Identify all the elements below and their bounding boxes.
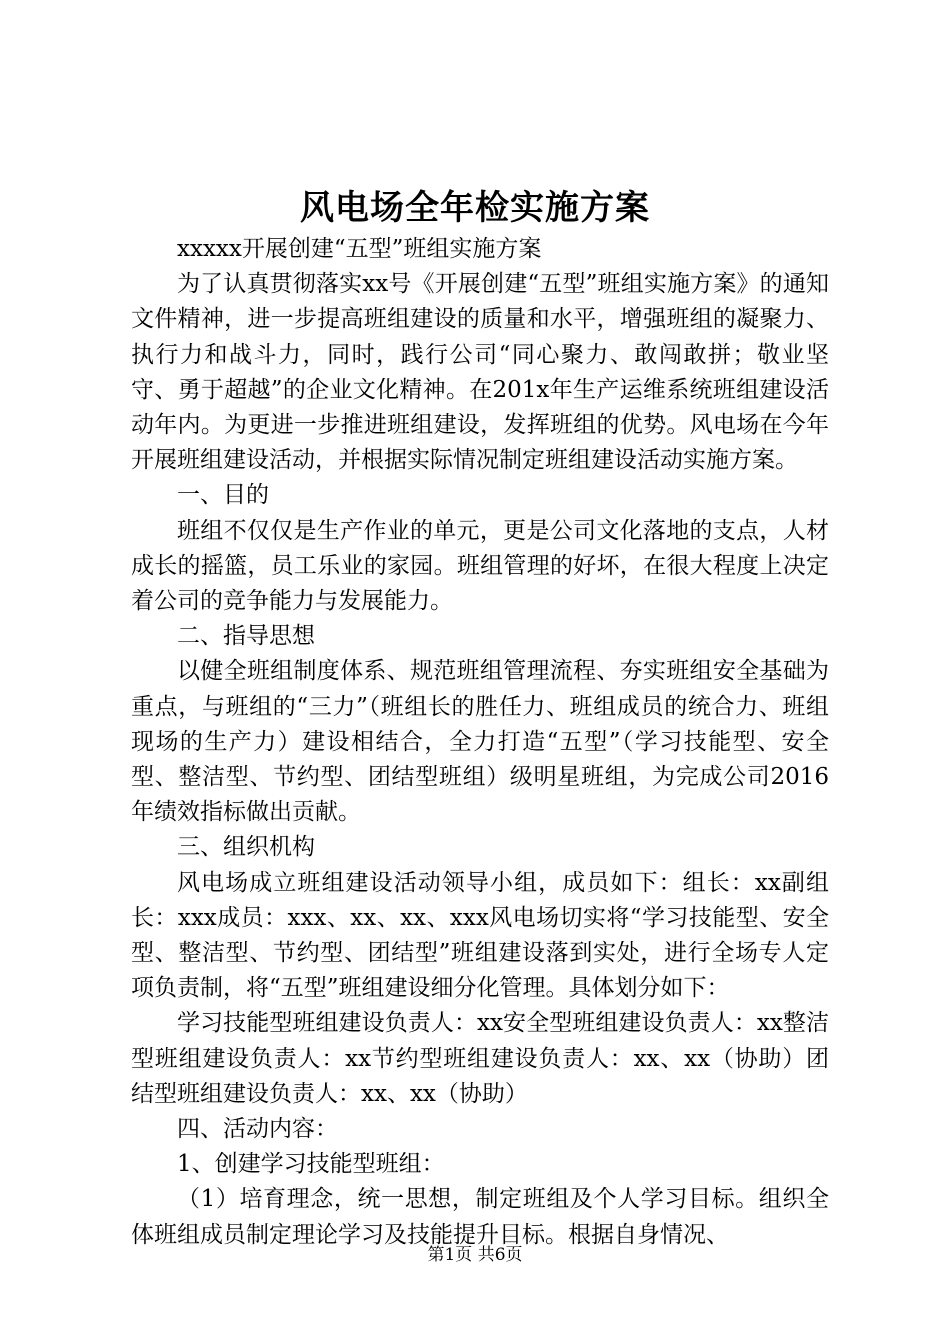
- paragraph-purpose: 班组不仅仅是生产作业的单元，更是公司文化落地的支点，人材成长的摇篮，员工乐业的家园。班组管理的好坏，在很大程度上决定着公司的竞争能力与发展能力。: [131, 517, 829, 615]
- heading-purpose: 一、目的: [177, 482, 269, 509]
- heading-activities: 四、活动内容：: [177, 1116, 338, 1143]
- paragraph-responsibilities: 学习技能型班组建设负责人：xx安全型班组建设负责人：xx整洁型班组建设负责人：xx节约型班组建设负责人：xx、xx（协助）团结型班组建设负责人：xx、xx（协助）: [131, 1010, 829, 1107]
- paragraph-plan-name: xxxxx开展创建“五型”班组实施方案: [177, 236, 542, 262]
- page-footer: 第1页 共6页: [427, 1245, 523, 1265]
- heading-guiding-thought: 二、指导思想: [177, 623, 315, 650]
- paragraph-learning-goals: （1）培育理念，统一思想，制定班组及个人学习目标。组织全体班组成员制定理论学习及技能提升目标。根据自身情况、: [131, 1186, 829, 1248]
- document-title: 风电场全年检实施方案: [300, 188, 650, 228]
- paragraph-organization: 风电场成立班组建设活动领导小组，成员如下：组长：xx副组长：xxx成员：xxx、xx、xx、xxx风电场切实将“学习技能型、安全型、整洁型、节约型、团结型”班组建设落到实处，进行全场专人定项负责制，将“五型”班组建设细分化管理。具体划分如下：: [131, 869, 829, 1002]
- heading-organization: 三、组织机构: [177, 834, 315, 861]
- paragraph-intro: 为了认真贯彻落实xx号《开展创建“五型”班组实施方案》的通知文件精神，进一步提高班组建设的质量和水平，增强班组的凝聚力、执行力和战斗力，同时，践行公司“同心聚力、敢闯敢拼；敬业坚守、勇于超越”的企业文化精神。在201x年生产运维系统班组建设活动年内。为更进一步推进班组建设，发挥班组的优势。风电场在今年开展班组建设活动，并根据实际情况制定班组建设活动实施方案。: [131, 271, 829, 474]
- subheading-learning-team: 1、创建学习技能型班组：: [177, 1151, 445, 1178]
- paragraph-guiding-thought: 以健全班组制度体系、规范班组管理流程、夯实班组安全基础为重点，与班组的“三力”（班组长的胜任力、班组成员的统合力、班组现场的生产力）建设相结合，全力打造“五型”（学习技能型、安全型、整洁型、节约型、团结型班组）级明星班组，为完成公司2016年绩效指标做出贡献。: [131, 658, 829, 826]
- document-body: [131, 232, 829, 1253]
